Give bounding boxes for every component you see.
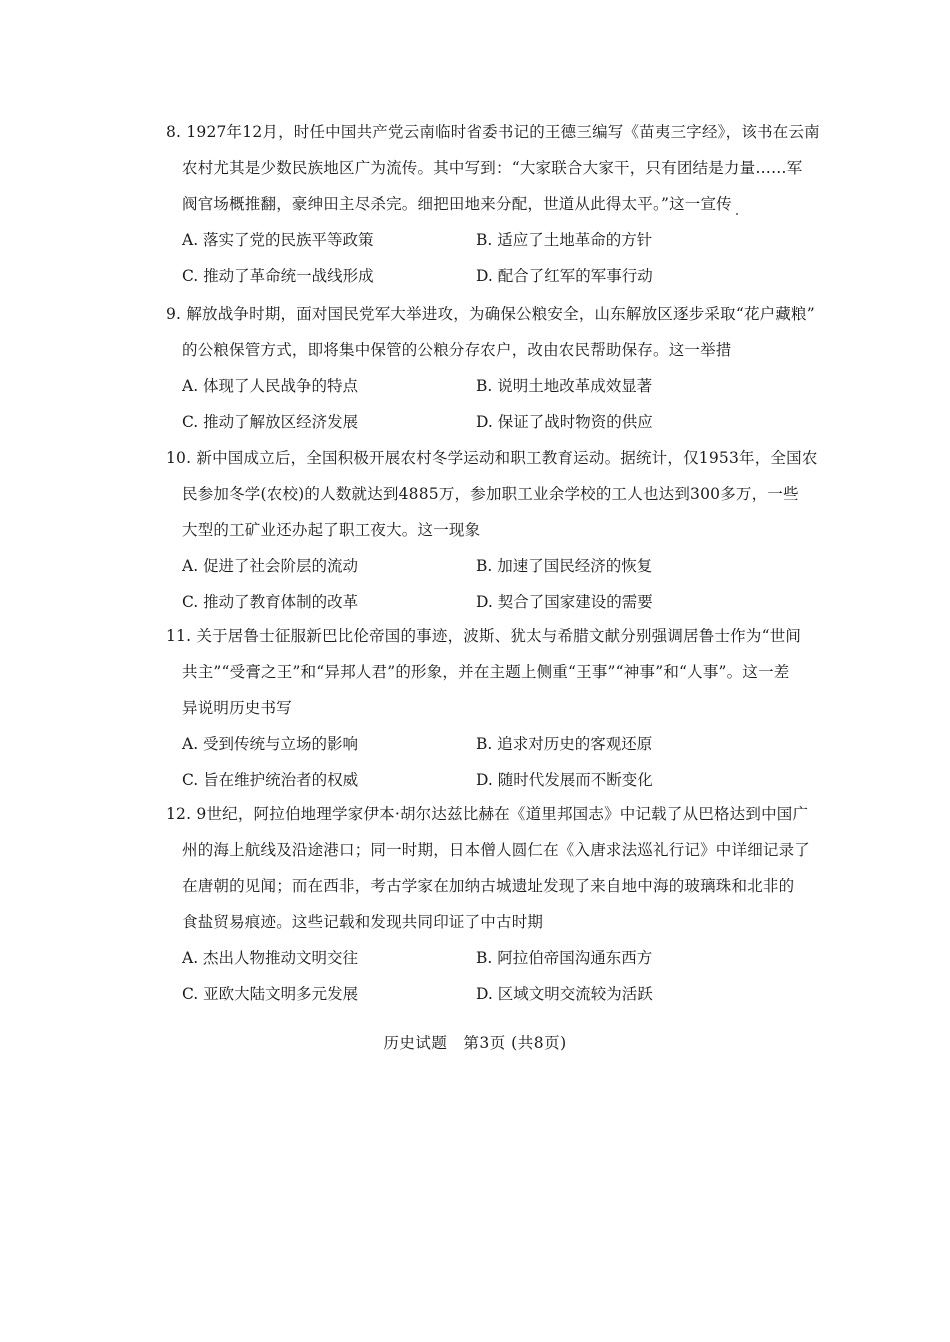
question-12-line-1: 12. 9世纪，阿拉伯地理学家伊本·胡尔达兹比赫在《道里邦国志》中记载了从巴格达到中国广: [166, 805, 809, 823]
question-12-line-3: 在唐朝的见闻；而在西非，考古学家在加纳古城遗址发现了来自地中海的玻璃珠和北非的: [182, 877, 795, 895]
question-9-option-a: A. 体现了人民战争的特点: [182, 377, 359, 395]
question-12-line-4: 食盐贸易痕迹。这些记载和发现共同印证了中古时期: [182, 913, 544, 931]
question-12-options-row-2: [166, 976, 786, 1012]
question-9-option-b: B. 说明土地改革成效显著: [476, 377, 653, 395]
question-8-option-b: B. 适应了土地革命的方针: [476, 231, 653, 249]
question-10-line-3: 大型的工矿业还办起了职工夜大。这一现象: [182, 521, 481, 539]
question-10-options-row-2: [166, 584, 786, 620]
question-10-options-row-1: [166, 548, 786, 584]
question-8-options-row-1: [166, 222, 786, 258]
question-9: [166, 296, 815, 440]
question-9-options-row-2: [166, 404, 786, 440]
question-9-line-1: 9. 解放战争时期，面对国民党军大举进攻，为确保公粮安全，山东解放区逐步采取“花户藏粮”: [166, 305, 815, 323]
question-12-options-row-1: [166, 940, 786, 976]
question-8-option-c: C. 推动了革命统一战线形成: [182, 267, 374, 285]
question-9-option-d: D. 保证了战时物资的供应: [476, 413, 653, 431]
question-11-options-row-2: [166, 762, 786, 798]
question-11-line-2: 共主”“受膏之王”和“异邦人君”的形象，并在主题上侧重“王事”“神事”和“人事”。这一差: [182, 663, 790, 681]
question-8-options-row-2: [166, 258, 786, 294]
question-10-line-1: 10. 新中国成立后，全国积极开展农村冬学运动和职工教育运动。据统计，仅1953年，全国农: [166, 449, 818, 467]
scan-speck: [736, 213, 738, 215]
question-11: [166, 618, 802, 798]
question-11-option-c: C. 旨在维护统治者的权威: [182, 771, 359, 789]
question-10-line-2: 民参加冬学(农校)的人数就达到4885万，参加职工业余学校的工人也达到300多万，一些: [182, 485, 799, 503]
question-12-option-a: A. 杰出人物推动文明交往: [182, 949, 359, 967]
question-10-option-b: B. 加速了国民经济的恢复: [476, 557, 653, 575]
question-10-option-c: C. 推动了教育体制的改革: [182, 593, 359, 611]
question-8-line-3: 阀官场概推翻，豪绅田主尽杀完。细把田地来分配，世道从此得太平。”这一宣传: [182, 195, 732, 213]
question-11-option-d: D. 随时代发展而不断变化: [476, 771, 653, 789]
question-9-line-2: 的公粮保管方式，即将集中保管的公粮分存农户，改由农民帮助保存。这一举措: [182, 341, 732, 359]
question-8-line-1: 8. 1927年12月，时任中国共产党云南临时省委书记的王德三编写《苗夷三字经》，该书在云南: [166, 123, 820, 141]
question-11-option-b: B. 追求对历史的客观还原: [476, 735, 653, 753]
question-9-options-row-1: [166, 368, 786, 404]
question-12-option-c: C. 亚欧大陆文明多元发展: [182, 985, 359, 1003]
question-12: [166, 796, 811, 1012]
question-11-line-3: 异说明历史书写: [182, 699, 292, 717]
question-10-option-d: D. 契合了国家建设的需要: [476, 593, 653, 611]
page-footer: 历史试题 第3页 (共8页): [383, 1034, 567, 1052]
question-11-options-row-1: [166, 726, 786, 762]
question-8: [166, 114, 820, 294]
question-12-line-2: 州的海上航线及沿途港口；同一时期，日本僧人圆仁在《入唐求法巡礼行记》中详细记录了: [182, 841, 811, 859]
question-9-option-c: C. 推动了解放区经济发展: [182, 413, 359, 431]
question-8-option-a: A. 落实了党的民族平等政策: [182, 231, 374, 249]
question-11-option-a: A. 受到传统与立场的影响: [182, 735, 359, 753]
question-10-option-a: A. 促进了社会阶层的流动: [182, 557, 359, 575]
question-11-line-1: 11. 关于居鲁士征服新巴比伦帝国的事迹，波斯、犹太与希腊文献分别强调居鲁士作为“世间: [166, 627, 802, 645]
question-12-option-d: D. 区域文明交流较为活跃: [476, 985, 653, 1003]
question-10: [166, 440, 818, 620]
question-8-line-2: 农村尤其是少数民族地区广为流传。其中写到：“大家联合大家干，只有团结是力量……军: [182, 159, 803, 177]
question-12-option-b: B. 阿拉伯帝国沟通东西方: [476, 949, 653, 967]
question-8-option-d: D. 配合了红军的军事行动: [476, 267, 653, 285]
